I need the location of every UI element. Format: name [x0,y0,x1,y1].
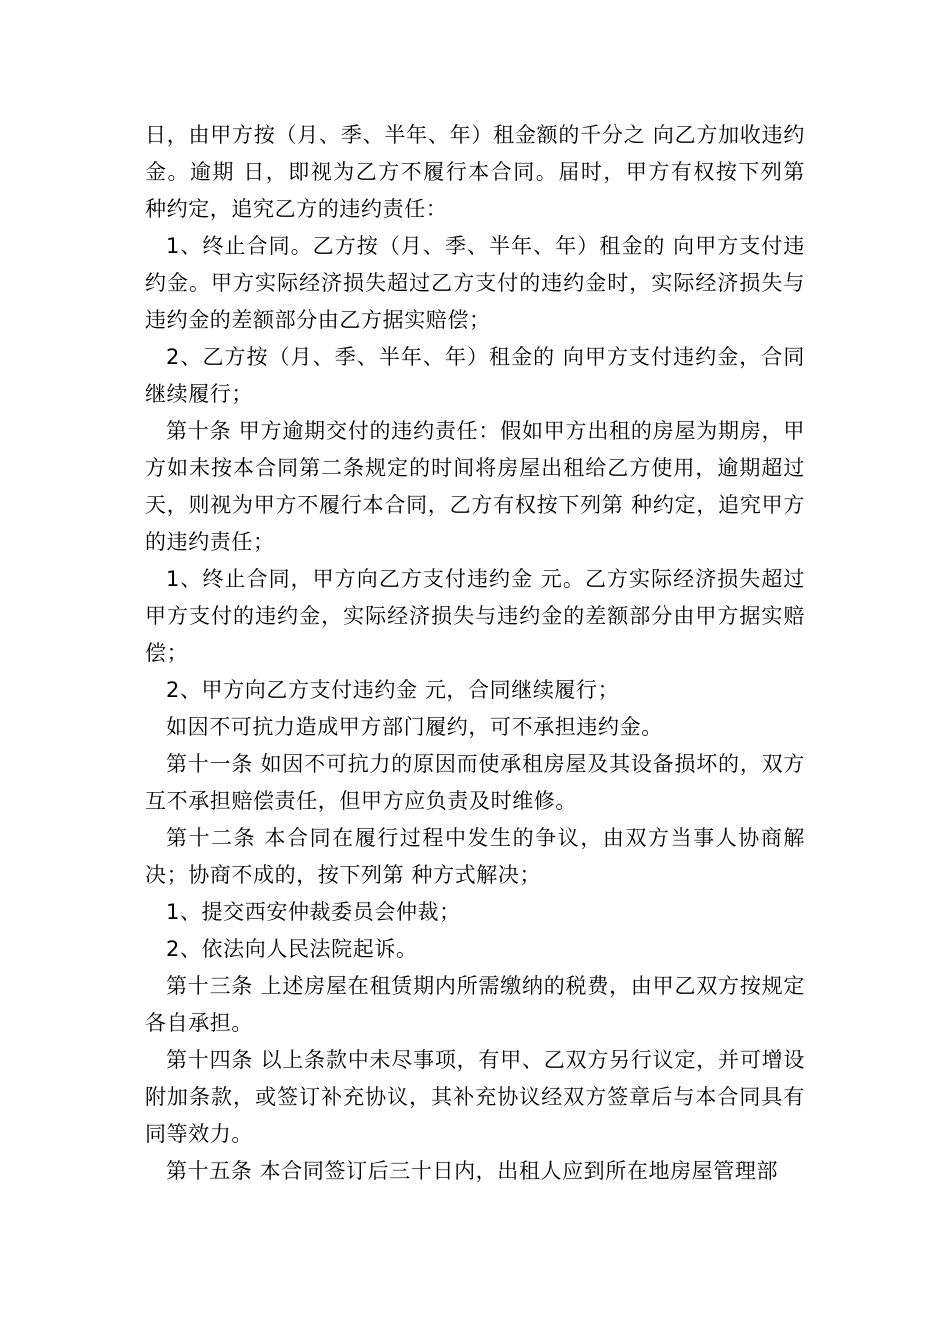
paragraph-terminate-contract-tenant: 1、终止合同。乙方按（月、季、半年、年）租金的 向甲方支付违约金。甲方实际经济损失超过乙方支付的违约金时，实际经济损失与违约金的差额部分由乙方据实赔偿； [145,234,805,332]
document-body [145,117,805,1190]
paragraph-arbitration: 1、提交西安仲裁委员会仲裁； [166,900,461,924]
paragraph-court: 2、依法向人民法院起诉。 [166,937,418,961]
paragraph-article-15: 第十五条 本合同签订后三十日内，出租人应到所在地房屋管理部 [166,1159,779,1183]
paragraph-force-majeure-exemption: 如因不可抗力造成甲方部门履约，可不承担违约金。 [166,715,663,739]
paragraph-article-13: 第十三条 上述房屋在租赁期内所需缴纳的税费，由甲乙双方按规定各自承担。 [145,974,805,1035]
paragraph-article-14: 第十四条 以上条款中未尽事项，有甲、乙双方另行议定，并可增设附加条款，或签订补充协议，其补充协议经双方签章后与本合同具有同等效力。 [145,1048,805,1146]
paragraph-landlord-pay-continue: 2、甲方向乙方支付违约金 元，合同继续履行； [166,678,620,702]
paragraph-article-12: 第十二条 本合同在履行过程中发生的争议，由双方当事人协商解决；协商不成的，按下列第 种方式解决； [145,826,805,887]
paragraph-penalty-continuation: 日，由甲方按（月、季、半年、年）租金额的千分之 向乙方加收违约金。逾期 日，即视为乙方不履行本合同。届时，甲方有权按下列第 种约定，追究乙方的违约责任： [145,123,805,221]
paragraph-tenant-pay-continue: 2、乙方按（月、季、半年、年）租金的 向甲方支付违约金，合同继续履行； [145,345,805,406]
paragraph-article-11: 第十一条 如因不可抗力的原因而使承租房屋及其设备损坏的，双方互不承担赔偿责任，但甲方应负责及时维修。 [145,752,805,813]
paragraph-terminate-contract-landlord: 1、终止合同，甲方向乙方支付违约金 元。乙方实际经济损失超过甲方支付的违约金，实际经济损失与违约金的差额部分由甲方据实赔偿； [145,567,805,665]
paragraph-article-10: 第十条 甲方逾期交付的违约责任：假如甲方出租的房屋为期房，甲方如未按本合同第二条规定的时间将房屋出租给乙方使用，逾期超过 天，则视为甲方不履行本合同，乙方有权按下列第 种约定，追究甲方的违约责任； [145,419,805,554]
